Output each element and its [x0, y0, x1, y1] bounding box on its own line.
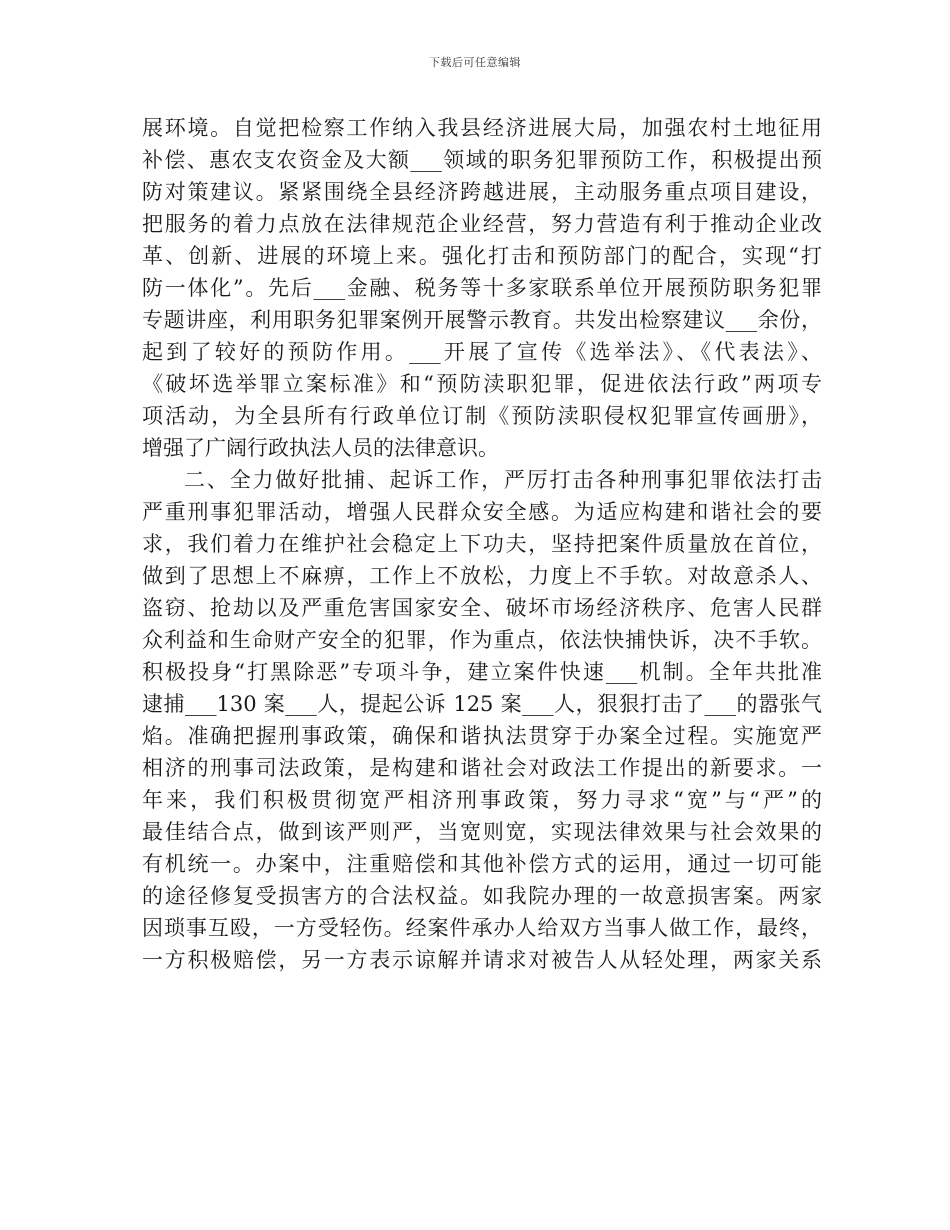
text-line: 积极投身“打黑除恶”专项斗争，建立案件快速___机制。全年共批准 [142, 660, 822, 684]
text-line: 防一体化”。先后___金融、税务等十多家联系单位开展预防职务犯罪 [142, 276, 822, 300]
text-line: 起到了较好的预防作用。___开展了宣传《选举法》、《代表法》、 [142, 340, 822, 364]
paragraph-start-line: 二、全力做好批捕、起诉工作，严厉打击各种刑事犯罪依法打击 [184, 468, 822, 492]
page-header: 下载后可任意编辑 [429, 56, 521, 69]
text-line: 革、创新、进展的环境上来。强化打击和预防部门的配合，实现“打 [142, 244, 822, 268]
text-line: 最佳结合点，做到该严则严，当宽则宽，实现法律效果与社会效果的 [142, 820, 822, 844]
text-line: 增强了广阔行政执法人员的法律意识。 [142, 436, 499, 460]
text-line: 项活动，为全县所有行政单位订制《预防渎职侵权犯罪宣传画册》， [142, 404, 822, 428]
text-line: 防对策建议。紧紧围绕全县经济跨越进展，主动服务重点项目建设， [142, 180, 822, 204]
text-line: 展环境。自觉把检察工作纳入我县经济进展大局，加强农村土地征用 [142, 116, 822, 140]
text-line: 众利益和生命财产安全的犯罪，作为重点，依法快捕快诉，决不手软。 [142, 628, 822, 652]
text-line: 一方积极赔偿，另一方表示谅解并请求对被告人从轻处理，两家关系 [142, 948, 822, 972]
text-line: 焰。准确把握刑事政策，确保和谐执法贯穿于办案全过程。实施宽严 [142, 724, 822, 748]
text-line: 《破坏选举罪立案标准》和“预防渎职犯罪，促进依法行政”两项专 [142, 372, 822, 396]
text-line: 严重刑事犯罪活动，增强人民群众安全感。为适应构建和谐社会的要 [142, 500, 822, 524]
text-line: 有机统一。办案中，注重赔偿和其他补偿方式的运用，通过一切可能 [142, 852, 822, 876]
text-line: 补偿、惠农支农资金及大额___领域的职务犯罪预防工作，积极提出预 [142, 148, 822, 172]
text-line: 做到了思想上不麻痹，工作上不放松，力度上不手软。对故意杀人、 [142, 564, 822, 588]
text-line: 把服务的着力点放在法律规范企业经营，努力营造有利于推动企业改 [142, 212, 822, 236]
text-line: 专题讲座，利用职务犯罪案例开展警示教育。共发出检察建议___余份， [142, 308, 822, 332]
text-line: 求，我们着力在维护社会稳定上下功夫，坚持把案件质量放在首位， [142, 532, 822, 556]
text-line: 逮捕___130 案___人，提起公诉 125 案___人，狠狠打击了___的嚣张气 [142, 692, 822, 716]
text-line: 年来，我们积极贯彻宽严相济刑事政策，努力寻求“宽”与“严”的 [142, 788, 822, 812]
text-line: 相济的刑事司法政策，是构建和谐社会对政法工作提出的新要求。一 [142, 756, 822, 780]
text-line: 因琐事互殴，一方受轻伤。经案件承办人给双方当事人做工作，最终， [142, 916, 822, 940]
document-body [142, 112, 822, 976]
text-line: 的途径修复受损害方的合法权益。如我院办理的一故意损害案。两家 [142, 884, 822, 908]
text-line: 盗窃、抢劫以及严重危害国家安全、破坏市场经济秩序、危害人民群 [142, 596, 822, 620]
